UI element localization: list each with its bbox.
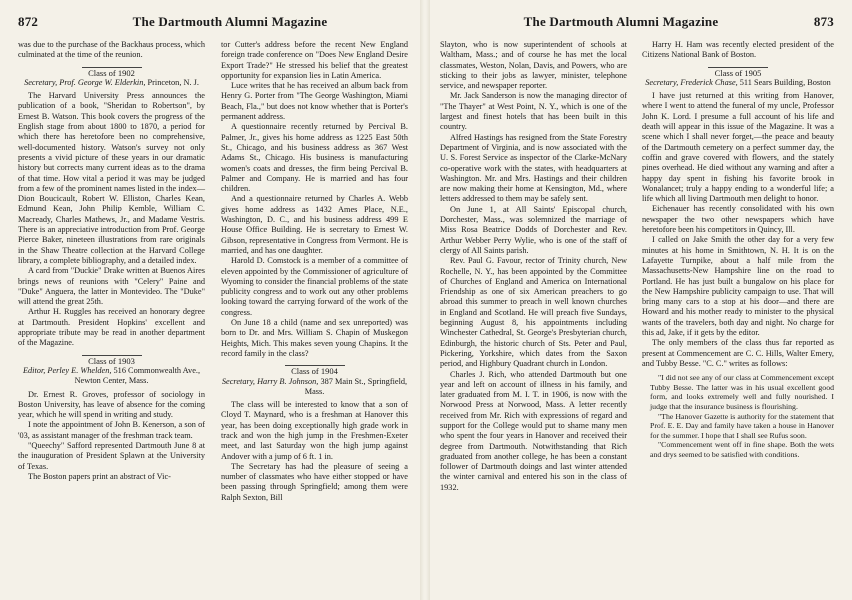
paragraph: Mr. Jack Sanderson is now the managing director of "The Thayer" at West Point, N. Y., which is one of the largest and finest hotels that has been built in this country.: [440, 91, 627, 132]
paragraph: The Harvard University Press announces the publication of a book, "Sheridan to Robertson", by Ernest B. Watson. This book covers the progress of the English stage from about 1800 to 1870, a period for which there has heretofore been no comprehensive, well-documented history. Watson's survey not only presents a vivid picture of these years in our dramatic history but corrects many current ideas as to the drama of that time. How vital a period it was may be judged from a few of the prominent names listed in the index—Dion Boucicault, Robert W. Elliston, Charles Kean, Edmund Kean, John Philip Kemble, William C. Macready, Charles Mathews, Jr., and Madame Vestris. There is an appreciative introduction from Prof. George Pierce Baker, nineteen illustrations from rare originals in the Shaw Theatre collection at the Harvard College library, a complete bibliography, and a detailed index.: [18, 91, 205, 265]
text-column-2: [642, 40, 834, 460]
secretary-name: Editor, Perley E. Whelden,: [22, 365, 112, 375]
left-page: [0, 0, 420, 600]
paragraph: I called on Jake Smith the other day for a very few minutes at his home in Smithtown, N. H. It is on the Lafayette Turnpike, about a half mile from the Massachusetts-New Hampshire line on the road to Portland. He has just built a bungalow on his place for the New Hampshire publicity campaign to use. That will bring many cars to a stop at his door—and there are Howard and his mother ready to minister to the physical wants of the travelers, both day and night. No charge for this ad, Jake, if it gets by the editor.: [642, 235, 834, 338]
secretary-address: Princeton, N. J.: [147, 77, 199, 87]
quote-paragraph: "I did not see any of our class at Commencement except Tubby Besse. The latter was in his usual excellent good form, and looks extremely well and fully nourished. I judge that the insurance business is flourishing.: [650, 373, 834, 411]
paragraph: I have just returned at this writing from Hanover, where I went to attend the funeral of my uncle, Professor John K. Lord. I presume a full account of his life and death will appear in this issue of the Magazine. It was a scene which I shall never forget,—the peace and beauty of the Dartmouth cemetery on a perfect summer day, the coffin and grave covered with flowers, and the stately pines overhead. He died without any warning and after a happy day spent in fishing his favorite brook in Wonalancet; truly a happy ending to a wonderful life; a life which all living Dartmouth men delight to honor.: [642, 91, 834, 204]
class-heading: Class of 1902: [88, 67, 135, 78]
paragraph: Eichenauer has recently consolidated with his own newspaper the two other newspapers which have heretofore been his competitors in Quincy, Ill.: [642, 204, 834, 235]
paragraph: And a questionnaire returned by Charles A. Webb gives home address as 1432 Ames Place, N.E., Washington, D. C., and his business address 499 E House Office Building. He is secretary to Ernest W. Gibson, representative in Congress from Vermont. He is married, and has one daughter.: [221, 194, 408, 255]
paragraph: Dr. Ernest R. Groves, professor of sociology in Boston University, has leave of absence for the coming year, which he will spend in writing and study.: [18, 389, 205, 420]
text-column-1: [440, 40, 627, 493]
paragraph: Alfred Hastings has resigned from the State Forestry Department of Virginia, and is now associated with the U. S. Forest Service as inspector of the Clarke-McNary co-operative work with the states, with headquarters at Washington. Mr. and Mrs. Hastings and their children are now making their home at Kensington, Md., where letters addressed to them may be safely sent.: [440, 132, 627, 204]
paragraph: I note the appointment of John B. Kenerson, a son of '03, as assistant manager of the freshman track team.: [18, 420, 205, 440]
class-secretary: [18, 366, 205, 387]
secretary-address: 516 Commonwealth Ave., Newton Center, Mass.: [74, 365, 201, 386]
paragraph: A card from "Duckie" Drake written at Buenos Aires brings news of reunions with "Celery" Paine and "Duke" Anguera, the latter in Montevideo. The "Duke" will attend the great 25th.: [18, 266, 205, 307]
class-heading: Class of 1904: [291, 366, 338, 377]
paragraph: Rev. Paul G. Favour, rector of Trinity church, New Rochelle, N. Y., has been appointed by the Committee of Churches of England and America on International Friendship as one of six American preachers to go abroad this summer to preach in well known churches in England and Scotland. He will preach five Sundays, beginning August 8, his appointments including Winchester Cathedral, St. George's Presbyterian church, Edinburgh, the historic church of Sts. Peter and Paul, Pickering, Yorkshire, which dates from the Saxon period, and Highbury Quadrant church in London.: [440, 256, 627, 369]
paragraph: Arthur H. Ruggles has received an honorary degree at Dartmouth. President Hopkins' excellent and appropriate tribute may be read in another department of the Magazine.: [18, 307, 205, 348]
text-column-2: [221, 40, 408, 503]
class-secretary: [221, 377, 408, 398]
page-header: [430, 14, 852, 32]
paragraph: A questionnaire recently returned by Percival B. Palmer, Jr., gives his home address as 1225 East 50th St., Chicago, and his business address as 367 West Adams St., Chicago. His business is manufacturing women's coats and dresses, the firm being Percival B. Palmer and Company. He is married and has four children.: [221, 122, 408, 194]
secretary-address: 511 Sears Building, Boston: [739, 77, 831, 87]
running-title: The Dartmouth Alumni Magazine: [523, 14, 719, 29]
paragraph: The Boston papers print an abstract of Vic-: [28, 471, 171, 481]
page-number: 873: [813, 14, 834, 29]
class-heading: Class of 1903: [88, 355, 135, 366]
page-header: [0, 14, 420, 32]
running-title: The Dartmouth Alumni Magazine: [132, 14, 328, 29]
paragraph: Slayton, who is now superintendent of schools at Waltham, Mass.; and of course he has met the local classmates, Weston, Nolan, Davis, and Powers, who are sticking to their jobs as lawyer, minister, telephone service, and newspaper reporter.: [440, 40, 627, 91]
paragraph: The Secretary has had the pleasure of seeing a number of classmates who have either stopped or have been passing through Springfield; among them were Ralph Sexton, Bill: [221, 461, 408, 502]
class-secretary: [642, 78, 834, 88]
class-secretary: [18, 78, 205, 88]
paragraph: Harold D. Comstock is a member of a committee of eleven appointed by the Commissioner of agriculture of Wyoming to consider the financial problems of the state publicity congress and to work out any other problems looking toward the carrying forward of the work of the congress.: [221, 256, 408, 317]
page-gutter: [420, 0, 430, 600]
paragraph: tor Cutter's address before the recent New England foreign trade conference on "Does New England Desire Export Trade?" He stressed his belief that the greatest opportunity for expansion lies in Latin America.: [221, 40, 408, 80]
paragraph: was due to the purchase of the Backhaus process, which culminated at the time of the reunion.: [18, 40, 205, 60]
paragraph: Luce writes that he has received an album back from Henry G. Porter from "The George Washington, Miami Beach, Fla.," but does not know whether that is Porter's permanent address.: [221, 81, 408, 122]
text-column-1: [18, 40, 205, 482]
quote-paragraph: "The Hanover Gazette is authority for the statement that Prof. E. E. Day and family have taken a house in Hanover for the summer. I hope that I shall see Rufus soon.: [650, 411, 834, 440]
right-page: [430, 0, 852, 600]
quote-paragraph: "Commencement went off in fine shape. Both the wets and drys seemed to be satisfied with conditions.: [650, 440, 834, 459]
page-number: 872: [18, 14, 39, 29]
paragraph: The class will be interested to know that a son of Cloyd T. Maynard, who is a freshman at Hanover this year, has been doing exceptionally high grade work in track and won the high jump in the Freshmen-Exeter meet, and last Saturday won the high jump against Andover with a jump of 6 ft. 1 in.: [221, 400, 408, 461]
paragraph: On June 1, at All Saints' Episcopal church, Dorchester, Mass., was solemnized the marriage of Miss Rosa Beatrice Dodds of Dorchester and Rev. Arthur Webber Perry Wylie, who is one of the staff of clergy of All Saints parish.: [440, 204, 627, 255]
paragraph: Charles J. Rich, who attended Dartmouth but one year and left on account of illness in his family, and later graduated from M. I. T. in 1906, is now with the Norwood Press at Norwood, Mass. A letter recently received from Mr. Rich with expressions of regard and support for the College would put to shame many men who spent the four years in Hanover and received their degree from Dartmouth. Notwithstanding that Rich graduated from another college, he has been a constant follower of Dartmouth doings and last winter attended the winter carnival and entered his son in the class of 1932.: [440, 369, 627, 492]
secretary-address: 387 Main St., Springfield, Mass.: [304, 376, 408, 396]
block-quote: [650, 373, 834, 459]
secretary-name: Secretary, Harry B. Johnson,: [221, 376, 319, 386]
paragraph: On June 18 a child (name and sex unreported) was born to Dr. and Mrs. William S. Chapin of Muskegon Heights, Mich. This makes seven young Chapins. It the record family in the class?: [221, 318, 408, 358]
secretary-name: Secretary, Frederick Chase,: [645, 77, 738, 87]
paragraph: The only members of the class thus far reported as present at Commencement are C. C. Hills, Walter Emery, and Tubby Besse. "C. C." writes as follows:: [642, 338, 834, 368]
paragraph: Harry H. Ham was recently elected president of the Citizens National Bank of Boston.: [642, 40, 834, 60]
secretary-name: Secretary, Prof. George W. Elderkin,: [24, 77, 146, 87]
paragraph: "Queechy" Safford represented Dartmouth June 8 at the inauguration of President Splawn at the University of Texas.: [18, 440, 205, 471]
class-heading: Class of 1905: [714, 67, 762, 78]
